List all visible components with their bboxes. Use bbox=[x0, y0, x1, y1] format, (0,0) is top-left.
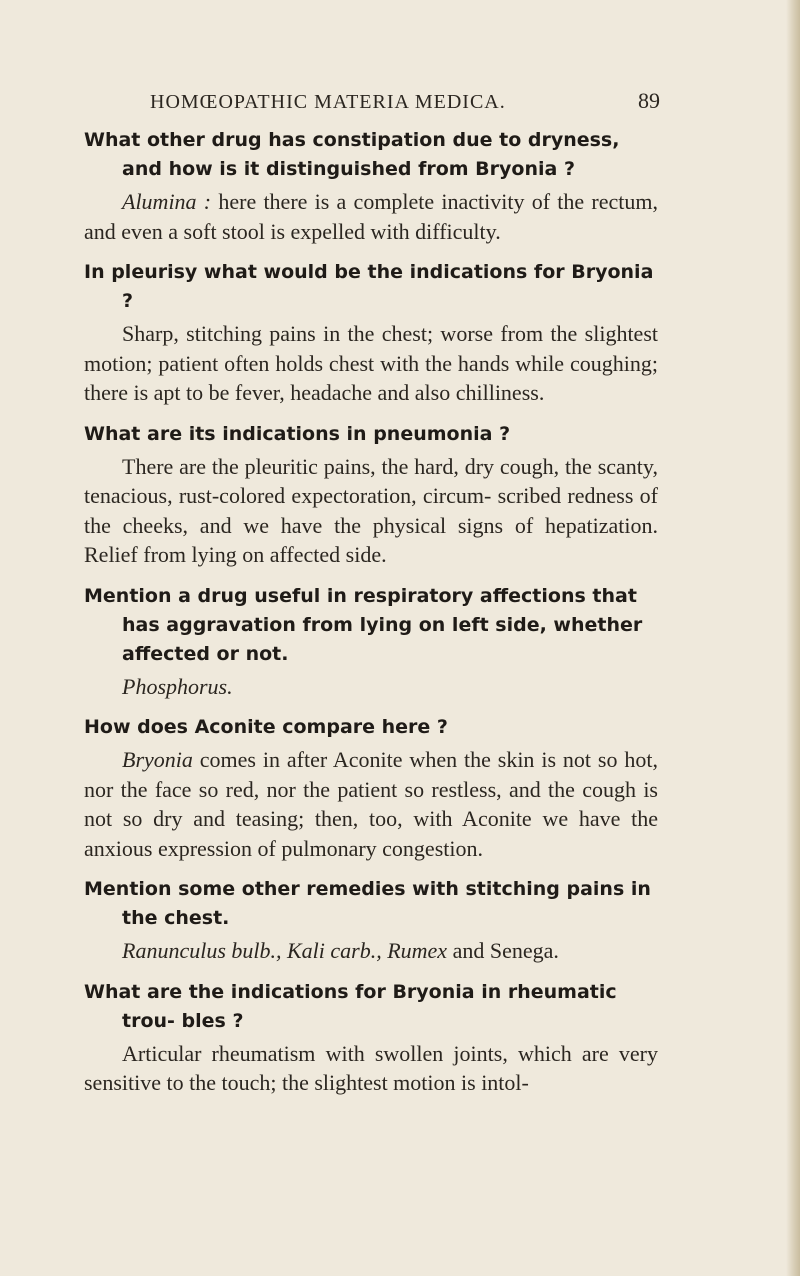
answer-text: Articular rheumatism with swollen joints, which are very sensitive to the touch; the slightest motion is intol- bbox=[84, 1040, 658, 1095]
question: What are the indications for Bryonia in rheumatic trou- bles ? bbox=[84, 980, 617, 1032]
answer bbox=[84, 672, 658, 702]
answer-italic: Phosphorus. bbox=[122, 673, 233, 699]
running-title: HOMŒOPATHIC MATERIA MEDICA. bbox=[150, 91, 506, 113]
question: What other drug has constipation due to dryness, and how is it distinguished from Bryonia ? bbox=[84, 129, 620, 180]
answer-text: here there is a complete inactivity of the rectum, and even a soft stool is expelled with difficulty. bbox=[84, 189, 658, 244]
question: How does Aconite compare here ? bbox=[84, 716, 448, 738]
answer bbox=[84, 452, 658, 570]
answer-italic: Ranunculus bulb., Kali carb., Rumex bbox=[122, 938, 448, 963]
answer bbox=[84, 319, 658, 408]
answer bbox=[84, 1039, 658, 1098]
answer bbox=[84, 745, 658, 863]
question: In pleurisy what would be the indications for Bryonia ? bbox=[84, 261, 654, 312]
answer bbox=[84, 187, 658, 246]
question: Mention a drug useful in respiratory affections that has aggravation from lying on left side, whether affected or not. bbox=[84, 584, 643, 665]
answer-text: Sharp, stitching pains in the chest; worse from the slightest motion; patient often holds chest with the hands while coughing; there is apt to be fever, headache and also chilliness. bbox=[84, 321, 658, 405]
question: Mention some other remedies with stitching pains in the chest. bbox=[84, 878, 651, 929]
answer-text: There are the pleuritic pains, the hard, dry cough, the scanty, tenacious, rust-colored expectoration, circum- scribed redness of the cheeks, and we have the physical signs of hepatization. Relief from lying on affected side. bbox=[84, 453, 658, 567]
answer-text: and Senega. bbox=[447, 938, 559, 963]
answer-text: comes in after Aconite when the skin is not so hot, nor the face so red, nor the patient so restless, and the cough is not so dry and teasing; then, too, with Aconite we have the anxious expression of pulmonary congestion. bbox=[84, 747, 658, 861]
question: What are its indications in pneumonia ? bbox=[84, 422, 511, 445]
page-edge bbox=[786, 0, 800, 1276]
answer-italic: Alumina : bbox=[122, 189, 212, 214]
page-number: 89 bbox=[638, 88, 660, 113]
page-body bbox=[84, 126, 658, 1110]
answer-italic: Bryonia bbox=[122, 747, 193, 772]
running-header bbox=[150, 88, 660, 114]
answer bbox=[84, 936, 658, 966]
